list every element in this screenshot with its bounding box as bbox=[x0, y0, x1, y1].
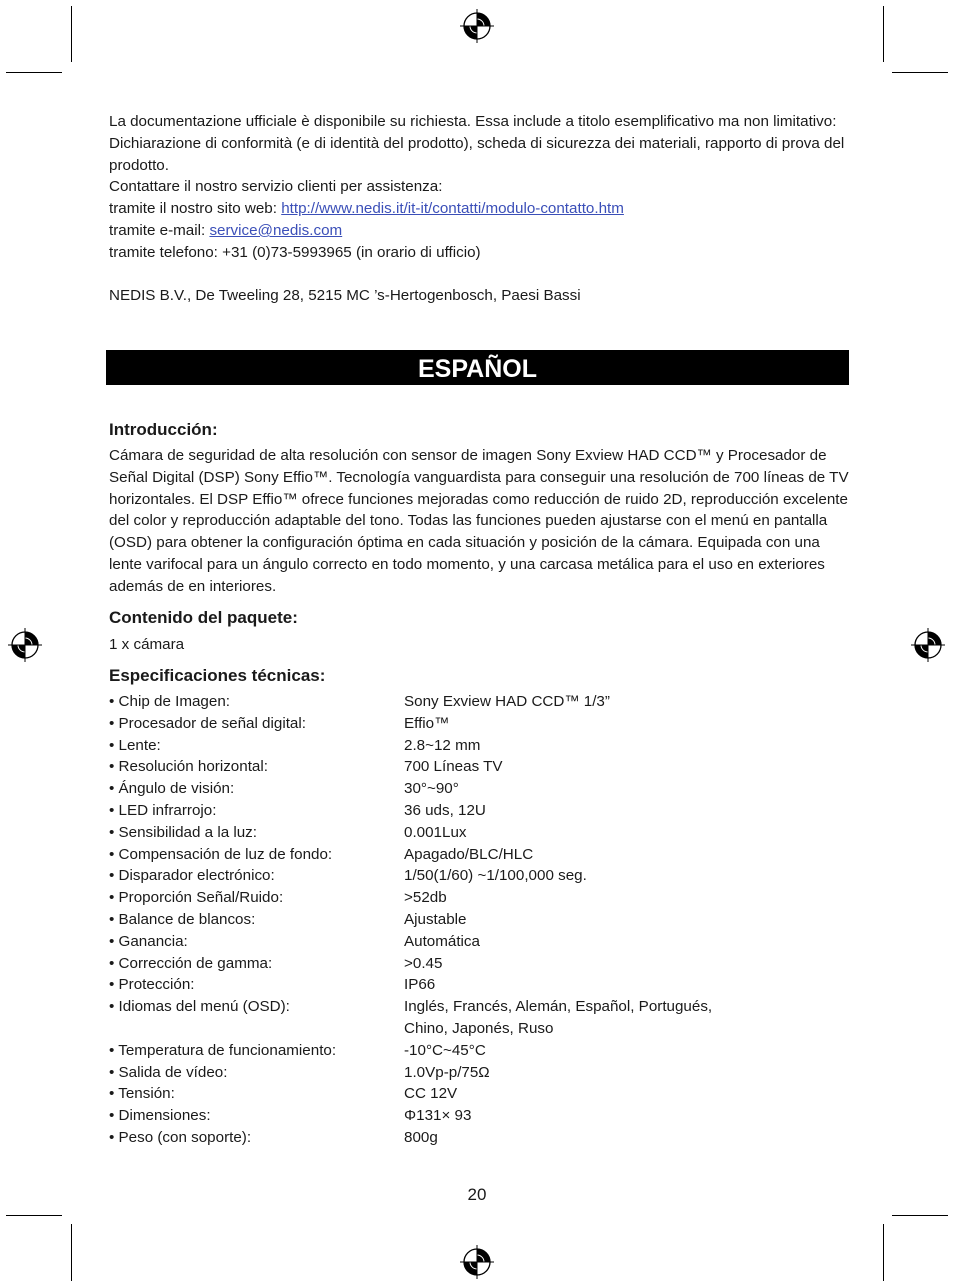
intro-section bbox=[109, 419, 849, 598]
documentation-paragraph: La documentazione ufficiale è disponibile su richiesta. Essa include a titolo esemplificativo ma non limitativo: Dichiarazione di conformità (e di identità del prodotto), scheda di sicurezza dei materiali, rapporto di prova del prodotto. bbox=[109, 113, 845, 174]
spec-row bbox=[109, 778, 849, 800]
spec-value: Apagado/BLC/HLC bbox=[404, 845, 534, 863]
spec-value: 30°~90° bbox=[404, 780, 459, 798]
registration-mark-icon bbox=[460, 9, 494, 43]
spec-row bbox=[109, 844, 849, 866]
spec-value: IP66 bbox=[404, 976, 436, 994]
email-prefix: tramite e-mail: bbox=[109, 221, 210, 239]
spec-row bbox=[109, 865, 849, 887]
intro-text: Cámara de seguridad de alta resolución con sensor de imagen Sony Exview HAD CCD™ y Procesador de Señal Digital (DSP) Sony Effio™. Tecnología vanguardista para conseguir una resolución de 700 líneas de TV horizontales. El DSP Effio™ ofrece funciones mejoradas como reducción de ruido 2D, reproducción excelente del color y reproducción adaptable del tono. Todas las funciones pueden ajustarse con el menú en pantalla (OSD) para obtener la configuración óptima en cada situación y posición de la cámara. Equipada con una lente varifocal para un ángulo correcto en todo momento, y una carcasa metálica para el uso en exteriores además de en interiores. bbox=[109, 447, 849, 595]
spec-label: • Corrección de gamma: bbox=[109, 954, 273, 972]
specs-table bbox=[109, 691, 849, 1149]
spec-value: 700 Líneas TV bbox=[404, 758, 503, 776]
spec-value: Effio™ bbox=[404, 714, 450, 732]
registration-mark-icon bbox=[8, 628, 42, 662]
spec-value: 800g bbox=[404, 1128, 438, 1146]
email-line bbox=[109, 220, 849, 242]
contact-email-link[interactable]: service@nedis.com bbox=[209, 221, 343, 239]
web-prefix: tramite il nostro sito web: bbox=[109, 200, 282, 218]
spec-label: • Idiomas del menú (OSD): bbox=[109, 998, 290, 1016]
spec-value: Inglés, Francés, Alemán, Español, Portugués, Chino, Japonés, Ruso bbox=[404, 998, 713, 1037]
spec-label: • Compensación de luz de fondo: bbox=[109, 845, 333, 863]
crop-mark bbox=[6, 72, 62, 73]
registration-mark-icon bbox=[460, 1245, 494, 1279]
spec-value: Ajustable bbox=[404, 910, 467, 928]
spec-value: >52db bbox=[404, 889, 447, 907]
package-text: 1 x cámara bbox=[109, 636, 185, 653]
crop-mark bbox=[71, 6, 72, 62]
crop-mark bbox=[71, 1224, 72, 1281]
language-banner: ESPAÑOL bbox=[106, 350, 849, 385]
spec-row bbox=[109, 713, 849, 735]
spec-label: • Tensión: bbox=[109, 1085, 175, 1103]
phone-line: tramite telefono: +31 (0)73-5993965 (in orario di ufficio) bbox=[109, 243, 481, 261]
intro-heading: Introducción: bbox=[109, 420, 218, 439]
spec-label: • Peso (con soporte): bbox=[109, 1128, 252, 1146]
spec-row bbox=[109, 800, 849, 822]
package-heading: Contenido del paquete: bbox=[109, 608, 298, 627]
contact-web-link[interactable]: http://www.nedis.it/it-it/contatti/modulo-contatto.htm bbox=[281, 200, 624, 218]
spec-row bbox=[109, 974, 849, 996]
spec-row bbox=[109, 953, 849, 975]
italian-section bbox=[109, 111, 849, 307]
web-line bbox=[109, 198, 849, 220]
spec-value: >0.45 bbox=[404, 954, 443, 972]
spec-row bbox=[109, 1105, 849, 1127]
spec-label: • Proporción Señal/Ruido: bbox=[109, 889, 284, 907]
spec-label: • Lente: bbox=[109, 736, 161, 754]
spec-label: • Ganancia: bbox=[109, 932, 188, 950]
package-section bbox=[109, 607, 849, 656]
crop-mark bbox=[883, 1224, 884, 1281]
spec-label: • Balance de blancos: bbox=[109, 910, 256, 928]
spec-label: • Procesador de señal digital: bbox=[109, 714, 306, 732]
spec-value: 36 uds, 12U bbox=[404, 801, 486, 819]
specs-heading: Especificaciones técnicas: bbox=[109, 666, 326, 685]
spec-value: CC 12V bbox=[404, 1085, 458, 1103]
spec-label: • Resolución horizontal: bbox=[109, 758, 268, 776]
spec-label: • Dimensiones: bbox=[109, 1107, 211, 1125]
contact-intro: Contattare il nostro servizio clienti per assistenza: bbox=[109, 178, 443, 196]
spec-value: 2.8~12 mm bbox=[404, 736, 481, 754]
spec-row bbox=[109, 735, 849, 757]
spec-row bbox=[109, 909, 849, 931]
spec-label: • Sensibilidad a la luz: bbox=[109, 823, 257, 841]
spec-label: • Chip de Imagen: bbox=[109, 693, 230, 710]
spec-row bbox=[109, 1083, 849, 1105]
spec-value: Φ131× 93 bbox=[404, 1107, 472, 1125]
spec-label: • Ángulo de visión: bbox=[109, 780, 235, 798]
spec-row bbox=[109, 887, 849, 909]
spec-row bbox=[109, 996, 849, 1040]
spec-value: 1.0Vp-p/75Ω bbox=[404, 1063, 490, 1081]
spec-label: • Salida de vídeo: bbox=[109, 1063, 228, 1081]
spec-row bbox=[109, 822, 849, 844]
spec-row bbox=[109, 756, 849, 778]
spec-row bbox=[109, 1062, 849, 1084]
address-line: NEDIS B.V., De Tweeling 28, 5215 MC ’s-Hertogenbosch, Paesi Bassi bbox=[109, 287, 581, 305]
spec-value: Automática bbox=[404, 932, 480, 950]
spec-value: 1/50(1/60) ~1/100,000 seg. bbox=[404, 867, 587, 885]
spec-label: • Temperatura de funcionamiento: bbox=[109, 1041, 337, 1059]
spec-row bbox=[109, 1040, 849, 1062]
spec-row bbox=[109, 1127, 849, 1149]
specs-section bbox=[109, 665, 849, 1149]
crop-mark bbox=[6, 1215, 62, 1216]
spec-label: • Protección: bbox=[109, 976, 195, 994]
spec-label: • Disparador electrónico: bbox=[109, 867, 275, 885]
crop-mark bbox=[883, 6, 884, 62]
crop-mark bbox=[892, 72, 948, 73]
spec-value: 0.001Lux bbox=[404, 823, 467, 841]
spec-row bbox=[109, 691, 849, 713]
spec-row bbox=[109, 931, 849, 953]
crop-mark bbox=[892, 1215, 948, 1216]
spec-value: -10°C~45°C bbox=[404, 1041, 486, 1059]
spec-value: Sony Exview HAD CCD™ 1/3” bbox=[404, 693, 610, 710]
spec-label: • LED infrarrojo: bbox=[109, 801, 217, 819]
page-number: 20 bbox=[467, 1185, 487, 1204]
registration-mark-icon bbox=[911, 628, 945, 662]
